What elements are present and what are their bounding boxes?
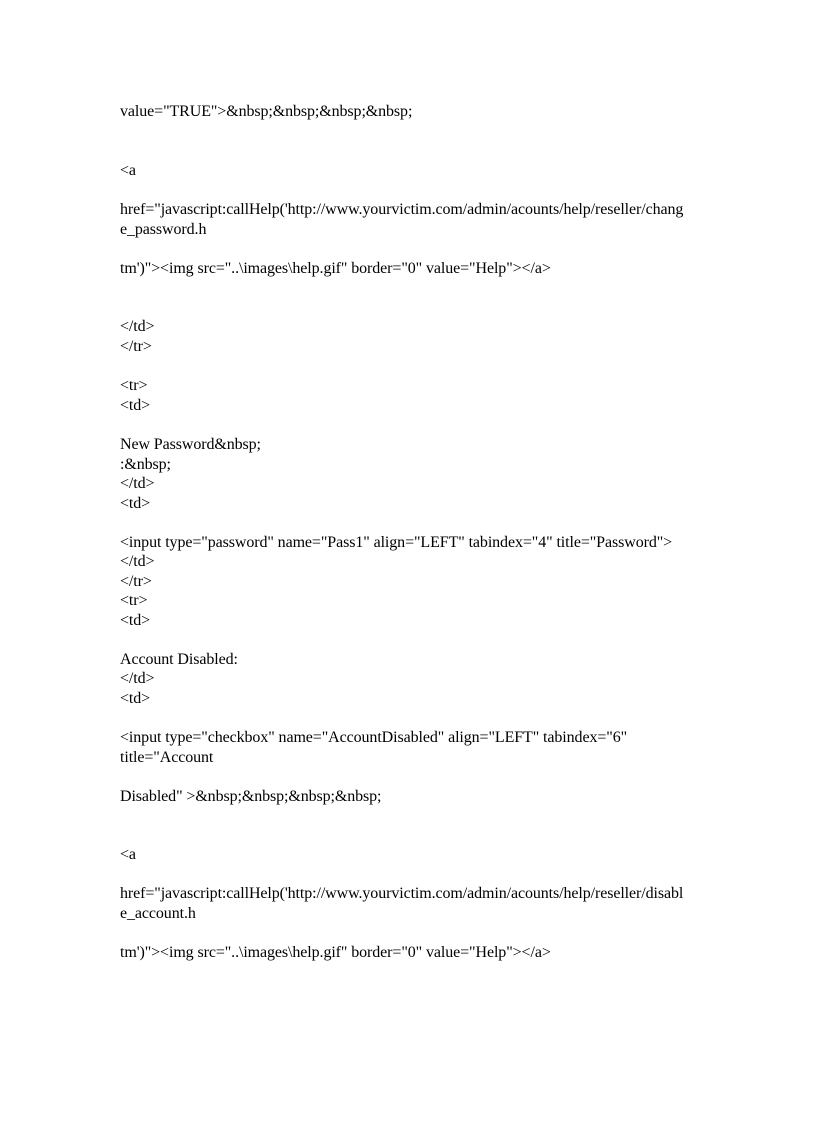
text-line: href="javascript:callHelp('http://www.yourvictim.com/admin/acounts/help/reseller/chang <box>120 201 684 218</box>
text-line: <a <box>120 846 136 863</box>
text-line: <td> <box>120 397 151 414</box>
text-line: <td> <box>120 612 151 629</box>
text-line: Account Disabled: <box>120 651 238 668</box>
text-line: <td> <box>120 690 151 707</box>
text-line: value="TRUE">&nbsp;&nbsp;&nbsp;&nbsp; <box>120 103 413 120</box>
text-line: </tr> <box>120 573 152 590</box>
text-line: New Password&nbsp; <box>120 436 261 453</box>
text-line: tm')"><img src="..\images\help.gif" border="0" value="Help"></a> <box>120 944 551 961</box>
text-line: </td> <box>120 475 155 492</box>
text-line: </tr> <box>120 338 152 355</box>
text-line: :&nbsp; <box>120 456 171 473</box>
text-line: <tr> <box>120 377 148 394</box>
text-line: href="javascript:callHelp('http://www.yourvictim.com/admin/acounts/help/reseller/disabl <box>120 885 684 902</box>
text-line: </td> <box>120 318 155 335</box>
text-line: <input type="password" name="Pass1" align="LEFT" tabindex="4" title="Password"> <box>120 534 673 551</box>
text-line: </td> <box>120 670 155 687</box>
text-line: <td> <box>120 495 151 512</box>
text-line: e_account.h <box>120 905 196 922</box>
text-line: </td> <box>120 553 155 570</box>
text-line: title="Account <box>120 749 214 766</box>
text-line: <a <box>120 162 136 179</box>
text-line: Disabled" >&nbsp;&nbsp;&nbsp;&nbsp; <box>120 788 382 805</box>
text-line: tm')"><img src="..\images\help.gif" border="0" value="Help"></a> <box>120 260 551 277</box>
text-line: e_password.h <box>120 221 207 238</box>
text-line: <tr> <box>120 592 148 609</box>
text-line: <input type="checkbox" name="AccountDisabled" align="LEFT" tabindex="6" <box>120 729 628 746</box>
